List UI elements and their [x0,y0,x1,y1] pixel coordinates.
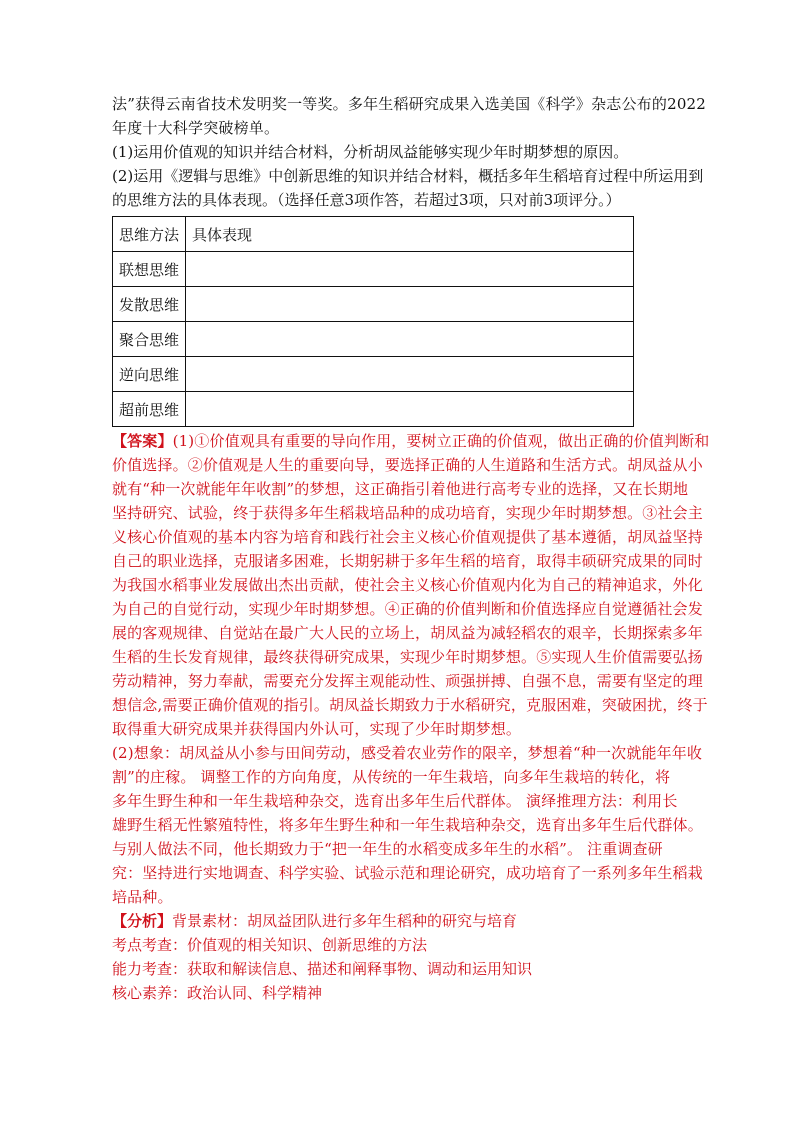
table-cell-method: 逆向思维 [113,357,186,392]
table-cell-method: 联想思维 [113,252,186,287]
answer-line: 坚持研究、试验，终于获得多年生稻栽培品种的成功培育，实现少年时期梦想。③社会主 [112,504,703,522]
document-page [112,92,710,1005]
table-header-method: 思维方法 [113,217,186,252]
thinking-methods-table [112,216,634,427]
table-row [113,357,634,392]
table-cell-method: 发散思维 [113,287,186,322]
intro-line-1: 法”获得云南省技术发明奖一等奖。多年生稻研究成果入选美国《科学》杂志公布的2022 [112,95,707,113]
answer-line: 多年生野生种和一年生栽培种杂交，选育出多年生后代群体。 演绎推理方法：利用长 [112,792,678,810]
answer-line: 究：坚持进行实地调查、科学实验、试验示范和理论研究，成功培育了一系列多年生稻栽 [112,864,703,882]
table-row [113,252,634,287]
table-cell-detail [186,392,634,427]
analysis-line: 核心素养：政治认同、科学精神 [112,984,323,1002]
answer-line: 割”的庄稼。 调整工作的方向角度，从传统的一年生栽培，向多年生栽培的转化，将 [112,768,671,786]
answer-line: (2)想象：胡凤益从小参与田间劳动，感受着农业劳作的限辛，梦想着“种一次就能年年收 [112,744,703,762]
question-1: (1)运用价值观的知识并结合材料，分析胡凤益能够实现少年时期梦想的原因。 [112,143,629,161]
analysis-line: 能力考查：获取和解读信息、描述和阐释事物、调动和运用知识 [112,960,533,978]
table-header-detail: 具体表现 [186,217,634,252]
question-list [112,140,704,212]
table-cell-method: 聚合思维 [113,322,186,357]
answer-line: 价值选择。②价值观是人生的重要向导，要选择正确的人生道路和生活方式。胡凤益从小 [112,456,703,474]
analysis-label: 【分析】 [112,912,173,930]
table-cell-detail [186,322,634,357]
table-row [113,287,634,322]
question-2-line-1: (2)运用《逻辑与思维》中创新思维的知识并结合材料，概括多年生稻培育过程中所运用到 [112,167,704,185]
answer-label: 【答案】 [112,432,173,450]
answer-line: 想信念,需要正确价值观的指引。胡凤益长期致力于水稻研究，克服困难，突破困扰，终于 [112,696,708,714]
table-row [113,322,634,357]
answer-line: 为自己的自觉行动，实现少年时期梦想。④正确的价值判断和价值选择应自觉遵循社会发 [112,600,703,618]
analysis-first-line: 背景素材：胡凤益团队进行多年生稻种的研究与培育 [172,912,518,930]
answer-line: 雄野生稻无性繁殖特性，将多年生野生种和一年生栽培种杂交，选育出多年生后代群体。 [112,816,703,834]
answer-line [112,429,710,453]
answer-line: 自己的职业选择，克服诸多困难，长期躬耕于多年生稻的培育，取得丰硕研究成果的同时 [112,552,703,570]
answer-line: 生稻的生长发育规律，最终获得研究成果，实现少年时期梦想。⑤实现人生价值需要弘扬 [112,648,703,666]
analysis-section [112,909,692,1005]
table-header-row [113,217,634,252]
answer-line: 取得重大研究成果并获得国内外认可，实现了少年时期梦想。 [112,720,522,738]
answer-line: 就有“种一次就能年年收割”的梦想，这正确指引着他进行高考专业的选择，又在长期地 [112,480,689,498]
table-cell-method: 超前思维 [113,392,186,427]
answer-line: 展的客观规律、自觉站在最广大人民的立场上，胡凤益为减轻稻农的艰辛，长期探索多年 [112,624,703,642]
answer-first-line: (1)①价值观具有重要的导向作用，要树立正确的价值观，做出正确的价值判断和 [172,432,710,450]
table-cell-detail [186,252,634,287]
answer-line: 为我国水稻事业发展做出杰出贡献，使社会主义核心价值观内化为自己的精神追求，外化 [112,576,703,594]
table-cell-detail [186,287,634,322]
material-text [112,92,707,140]
table-row [113,392,634,427]
answer-line: 劳动精神，努力奉献，需要充分发挥主观能动性、顽强拼搏、自强不息，需要有坚定的理 [112,672,703,690]
table-cell-detail [186,357,634,392]
analysis-line: 考点考查：价值观的相关知识、创新思维的方法 [112,936,428,954]
answer-line: 培品种。 [112,888,173,906]
question-2-line-2: 的思维方法的具体表现。（选择任意3项作答，若超过3项，只对前3项评分。） [112,191,621,209]
answer-line: 与别人做法不同，他长期致力于“把一年生的水稻变成多年生的水稻”。 注重调查研 [112,840,663,858]
answer-line: 义核心价值观的基本内容为培育和践行社会主义核心价值观提供了基本遵循，胡凤益坚持 [112,528,703,546]
analysis-line [112,909,692,933]
intro-line-2: 年度十大科学突破榜单。 [112,119,280,137]
answer-section [112,429,710,909]
